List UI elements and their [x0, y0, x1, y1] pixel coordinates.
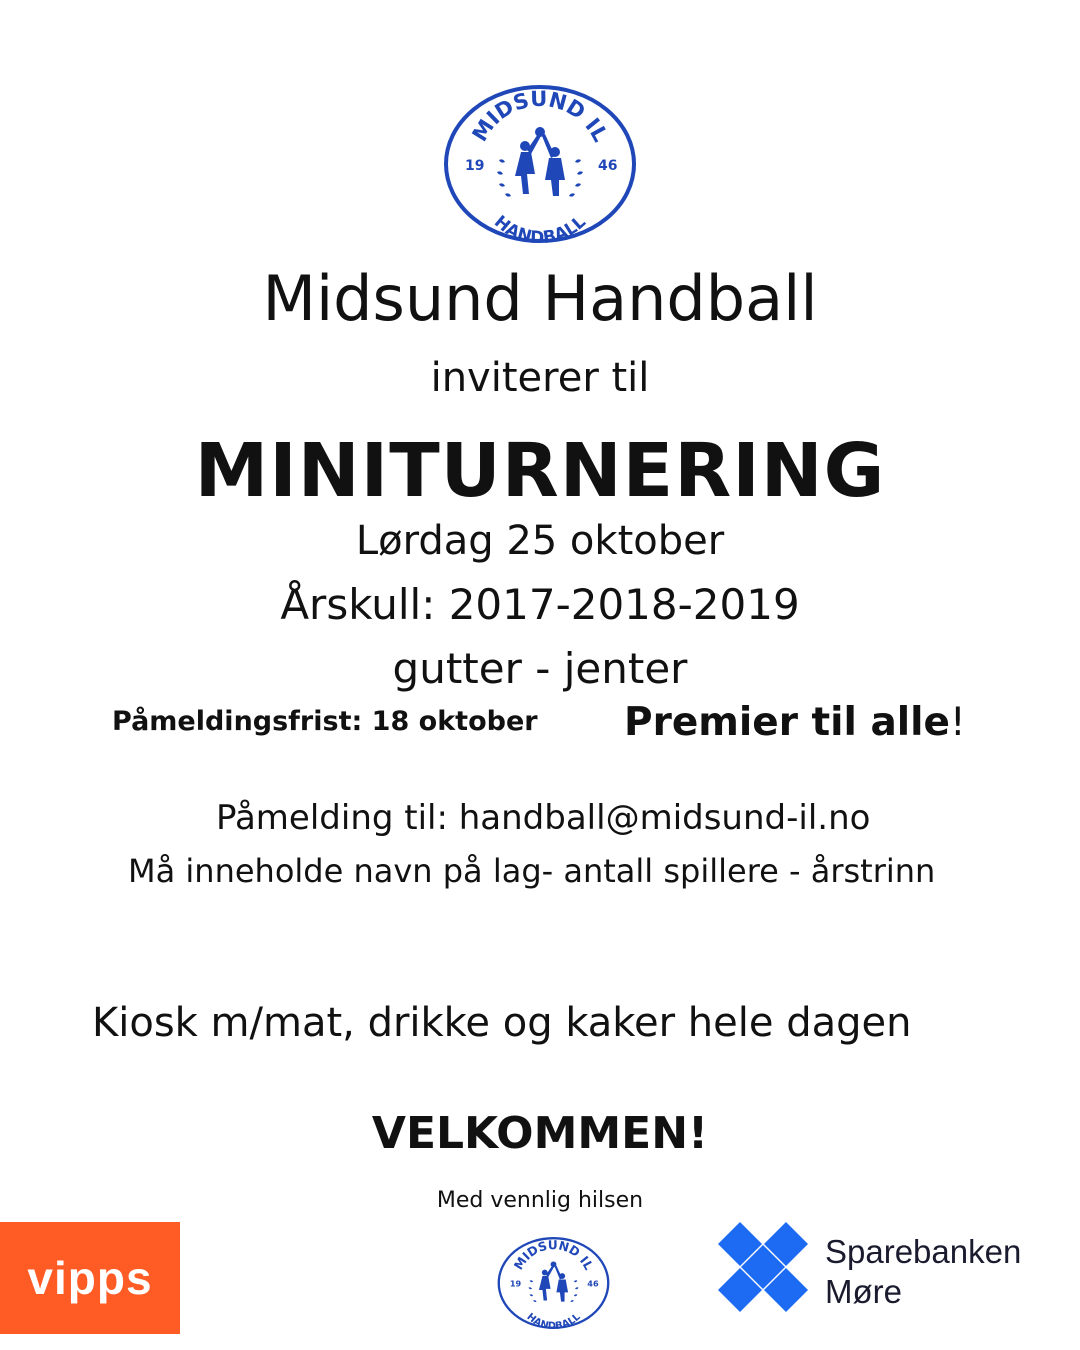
signup-deadline: Påmeldingsfrist: 18 oktober: [112, 706, 538, 737]
signup-email-line: Påmelding til: handball@midsund-il.no: [216, 798, 871, 838]
svg-text:19: 19: [465, 158, 485, 174]
signup-requirements: Må inneholde navn på lag- antall spillere - årstrinn: [128, 852, 936, 890]
sparebanken-line2: Møre: [825, 1273, 902, 1310]
svg-text:MIDSUND IL: MIDSUND IL: [467, 86, 613, 146]
regards-text: Med vennlig hilsen: [436, 1188, 644, 1213]
club-logo-small: [497, 1232, 610, 1334]
club-name: Midsund Handball: [262, 262, 818, 335]
sparebanken-icon: [718, 1222, 808, 1312]
event-title: MINITURNERING: [194, 428, 886, 514]
vipps-wordmark: vipps: [27, 1252, 153, 1304]
sparebanken-line1: Sparebanken: [825, 1233, 1022, 1270]
svg-text:46: 46: [598, 158, 618, 174]
prizes-text: [624, 700, 966, 745]
gender-groups: gutter - jenter: [392, 644, 688, 693]
sparebanken-name: [825, 1232, 1021, 1312]
invite-text: inviterer til: [430, 355, 650, 401]
svg-text:19: 19: [509, 1278, 522, 1289]
kiosk-info: Kiosk m/mat, drikke og kaker hele dagen: [92, 1000, 912, 1046]
svg-text:HANDBALL: HANDBALL: [524, 1311, 583, 1333]
svg-text:MIDSUND IL: MIDSUND IL: [511, 1238, 596, 1273]
welcome-text: VELKOMMEN!: [371, 1108, 709, 1159]
birth-years: Årskull: 2017-2018-2019: [280, 580, 800, 629]
svg-text:46: 46: [587, 1278, 599, 1289]
prizes-label: Premier til alle: [624, 700, 950, 745]
svg-text:HANDBALL: HANDBALL: [490, 211, 590, 244]
prizes-exclamation: !: [950, 700, 966, 745]
club-logo: [443, 84, 637, 244]
vipps-logo: [0, 1222, 180, 1334]
event-date: Lørdag 25 oktober: [355, 518, 725, 564]
